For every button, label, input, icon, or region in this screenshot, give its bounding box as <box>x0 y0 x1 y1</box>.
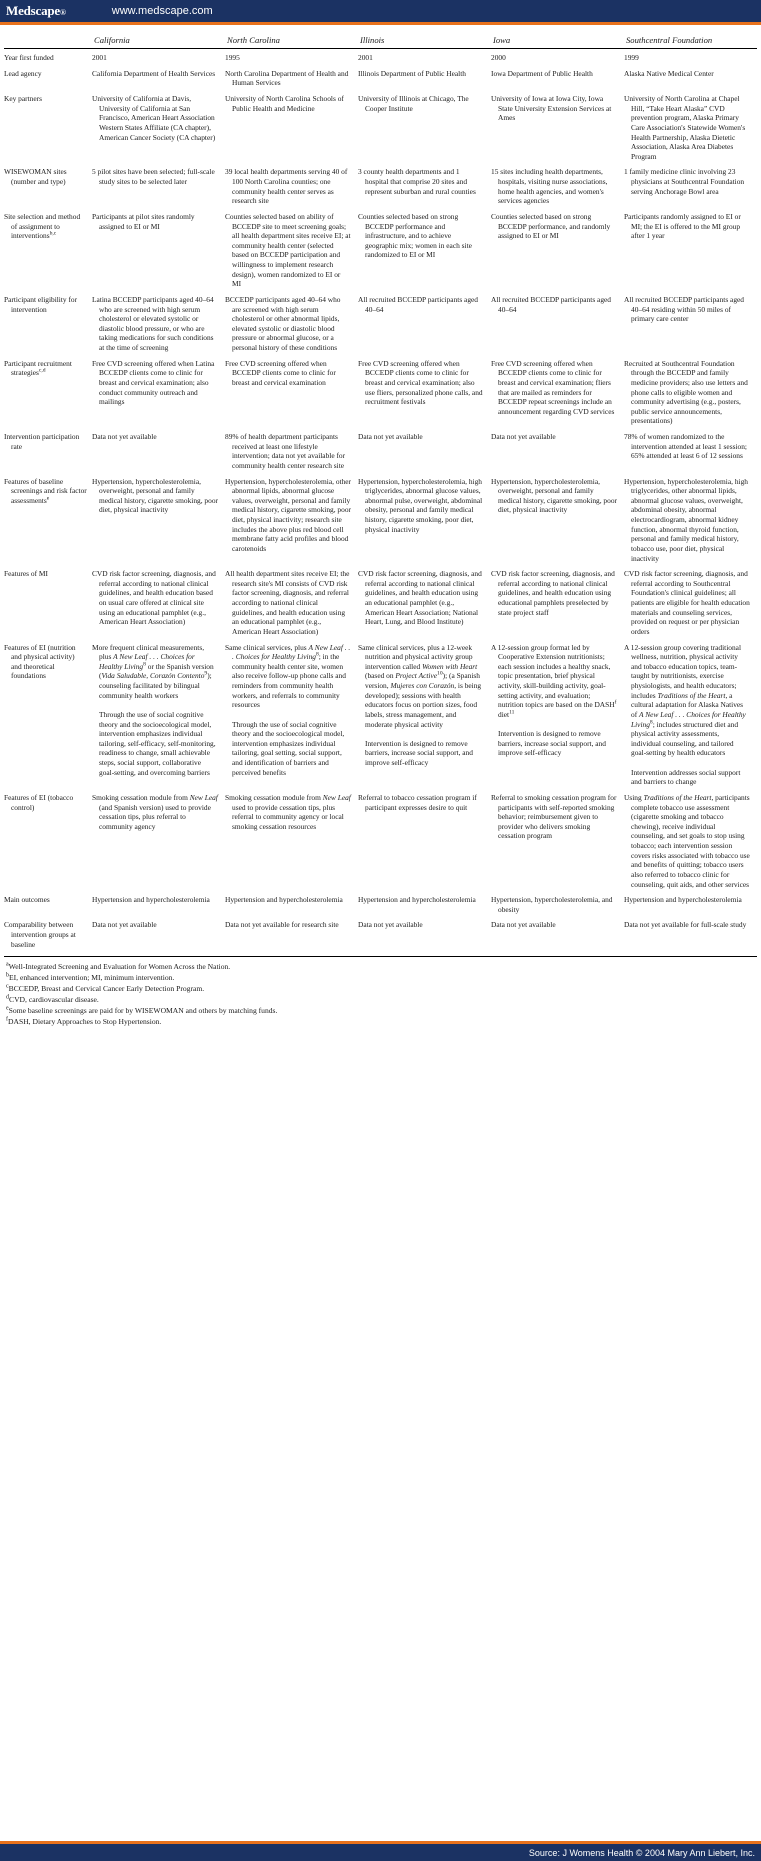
table-cell: 5 pilot sites have been selected; full-scale study sites to be selected later <box>92 167 215 187</box>
table-cell: A 12-session group format led by Cooperative Extension nutritionists; each session includes a healthy snack, topic presentation, brief physical activity, skill-building activity, goal-setting activity, and evaluation; nutrition topics are based on the DASH$^f$ diet$^{11}$ Intervention is designed to remove barriers, increase social support, and improve self-efficacy <box>491 642 617 758</box>
table-cell: A 12-session group covering traditional wellness, nutrition, physical activity and tobacco education topics, team-taught by nutritionists, exercise physiologists, and health educators; includes Traditions of the Heart, a cultural adaptation for Alaska Natives of A New Leaf . . . Choices for Healthy Living$^8$; includes structured diet and physical activity assessments, individual counseling, and tailored goal-setting by health educators Intervention addresses social support and barriers to change <box>624 642 746 787</box>
table-cell: Data not yet available <box>358 432 423 442</box>
row-label: Comparability between intervention groups at baseline <box>4 920 76 949</box>
table-row <box>4 640 757 790</box>
table-cell: Smoking cessation module from New Leaf (and Spanish version) used to provide cessation tips, plus referral to community agency <box>92 792 218 831</box>
table-cell: Hypertension and hypercholesterolemia <box>225 895 343 905</box>
column-header-blank <box>4 25 92 49</box>
table-head <box>4 25 757 49</box>
table-cell: 1995 <box>225 53 240 63</box>
table-cell: 1 family medicine clinic involving 23 physicians at Southcentral Foundation serving Anchorage Bowl area <box>624 167 745 196</box>
table-cell: Iowa Department of Public Health <box>491 68 593 78</box>
table-cell: Referral to smoking cessation program for participants with self-reported smoking behavior; reimbursement given to provider who delivers smoking cessation program <box>491 792 617 841</box>
table-row <box>4 474 757 567</box>
medscape-logo <box>0 3 66 19</box>
table-cell: 15 sites including health departments, hospitals, visiting nurse associations, home health agencies, and women's services agencies <box>491 167 608 206</box>
footnote-item: $^c$BCCEDP, Breast and Cervical Cancer Early Detection Program. <box>6 983 205 994</box>
table-row <box>4 49 757 66</box>
table-cell: Free CVD screening offered when Latina BCCEDP clients come to clinic for breast and cervical examination; also conduct community outreach and mailings <box>92 358 215 407</box>
table-cell: Same clinical services, plus a 12-week nutrition and physical activity group intervention called Women with Heart (based on Project Active$^{10}$); (a Spanish version, Mujeres con Corazón, is being developed); sessions with health educators focus on portion sizes, food labels, stress management, and moderate physical activity Intervention is designed to remove barriers, increase social support, and improve self-efficacy <box>358 642 482 768</box>
table-cell: 39 local health departments serving 40 of 100 North Carolina counties; one community health center serves as research site <box>225 167 348 206</box>
table-cell: BCCEDP participants aged 40–64 who are screened with high serum cholesterol or other abnormal lipids, elevated systolic or diastolic blood pressure or abnormal glucose, or a personal history of these conditions <box>225 294 341 353</box>
table-cell: Hypertension, hypercholesterolemia, overweight, personal and family medical history, cigarette smoking, poor diet, physical inactivity <box>92 476 218 515</box>
table-cell: Hypertension, hypercholesterolemia, high triglycerides, other abnormal lipids, abnormal glucose values, overweight, abdominal obesity, abnormal electrocardiogram, abnormal kidney function, abnormal thyroid function, personal and family medical history, tobacco use, poor diet, physical inactivity <box>624 476 748 563</box>
medscape-header-bar <box>0 0 761 22</box>
table-cell: University of North Carolina at Chapel Hill, “Take Heart Alaska” CVD prevention program, Alaska Primary Care Association's Statewide Women's Health Partnership, Alaska Dietetic Association, Alaska Area Diabetes Program <box>624 94 746 161</box>
table-cell: Smoking cessation module from New Leaf used to provide cessation tips, plus referral to community agency or local smoking cessation resources <box>225 792 351 831</box>
table-cell: All health department sites receive EI; the research site's MI consists of CVD risk factor screening, diagnosis, and referral according to national clinical guidelines, and health education using an educational pamphlet (e.g., American Heart Association) <box>225 569 350 636</box>
row-label: Participant eligibility for intervention <box>4 294 78 314</box>
table-cell: Same clinical services, plus A New Leaf . . . Choices for Healthy Living$^8$; in the community health center site, women also receive follow-up phone calls and reminders from community health workers, and referrals to community resources Through the use of social cognitive theory and the socioecological model, intervention emphasizes individual tailoring, goal setting, social support, and identification of barriers and perceived benefits <box>225 642 351 777</box>
table-cell: Recruited at Southcentral Foundation through the BCCEDP and family medicine providers; also use letters and phone calls to eligible women and community advertising (e.g., posters, public service announcements, presentations) <box>624 358 748 426</box>
table-cell: Hypertension and hypercholesterolemia <box>358 895 476 905</box>
table-cell: Data not yet available <box>491 920 556 930</box>
footer-bar <box>0 1844 761 1861</box>
table-cell: CVD risk factor screening, diagnosis, and referral according to national clinical guidelines, and health education using an educational pamphlet (e.g., American Heart Association; National Heart, Lung, and Blood Institute) <box>358 569 482 627</box>
table-cell: Hypertension, hypercholesterolemia, and obesity <box>491 895 613 914</box>
brand-text: Medscape <box>6 3 60 18</box>
table-cell: 2000 <box>491 53 506 63</box>
table-cell: All recruited BCCEDP participants aged 40–64 <box>358 294 479 314</box>
footnote-marker: d <box>6 994 9 1001</box>
table-cell: Hypertension, hypercholesterolemia, overweight, personal and family medical history, cigarette smoking, poor diet, physical inactivity <box>491 476 617 515</box>
column-header-southcentral-foundation: Southcentral Foundation <box>624 25 757 49</box>
table-cell: Participants randomly assigned to EI or MI; the EI is offered to the MI group after 1 year <box>624 211 741 241</box>
table-row <box>4 66 757 91</box>
row-label: Features of baseline screenings and risk factor assessments$^e$ <box>4 476 87 505</box>
table-cell: CVD risk factor screening, diagnosis, and referral according to Southcentral Foundation's clinical guidelines; all patients are eligible for health education materials and counseling services, provided on request or per physician orders <box>624 569 750 636</box>
column-header-iowa: Iowa <box>491 25 624 49</box>
table-cell: 1999 <box>624 53 639 63</box>
table-cell: CVD risk factor screening, diagnosis, and referral according to national clinical guidelines, and health education based on usual care offered at clinical site using an educational pamphlet (e.g., American Heart Association) <box>92 569 216 627</box>
footnote-marker: c <box>6 983 9 990</box>
table-row <box>4 917 757 952</box>
footnote-item: $^b$EI, enhanced intervention; MI, minimum intervention. <box>6 972 175 983</box>
table-cell: California Department of Health Services <box>92 68 216 78</box>
table-cell: All recruited BCCEDP participants aged 40–64 <box>491 294 612 314</box>
row-label: Year first funded <box>4 53 54 63</box>
row-label: Features of EI (nutrition and physical activity) and theoretical foundations <box>4 642 76 681</box>
table-cell: Counties selected based on strong BCCEDP performance and infrastructure, and to achieve geographic mix; women in each site randomized to EI or MI <box>358 211 472 260</box>
row-label: Features of MI <box>4 569 48 579</box>
table-cell: 89% of health department participants received at least one lifestyle intervention; data not yet available for community health center research site <box>225 432 346 470</box>
row-label: Key partners <box>4 94 42 104</box>
table-cell: Participants at pilot sites randomly assigned to EI or MI <box>92 211 195 231</box>
table-row <box>4 429 757 474</box>
table-row <box>4 892 757 917</box>
table-cell: Referral to tobacco cessation program if participant expresses desire to quit <box>358 792 477 812</box>
table-row <box>4 356 757 429</box>
column-header-north-carolina: North Carolina <box>225 25 358 49</box>
table-row <box>4 91 757 164</box>
table-cell: University of Illinois at Chicago, The Cooper Institute <box>358 94 469 113</box>
footnote-item: $^d$CVD, cardiovascular disease. <box>6 994 99 1005</box>
registered-mark-icon: ® <box>60 8 66 17</box>
table-cell: University of Iowa at Iowa City, Iowa State University Extension Services at Ames <box>491 94 612 123</box>
table-cell: 3 county health departments and 1 hospital that comprise 20 sites and represent suburban and rural counties <box>358 167 476 196</box>
table-cell: Counties selected based on ability of BCCEDP site to meet screening goals; all health department sites receive EI; at community health center (selected based on BCCEDP participation and willingness to implement research design), women randomized to EI or MI <box>225 211 351 289</box>
table-container <box>0 25 761 952</box>
page-footer <box>0 1841 761 1861</box>
table-cell: Data not yet available <box>358 920 423 930</box>
footnote-marker: a <box>6 961 9 968</box>
table-cell: University of California at Davis, University of California at San Francisco, American Heart Association Western States Affiliate (CA chapter), American Cancer Society (CA chapter) <box>92 94 216 142</box>
table-cell: Using Traditions of the Heart, participants complete tobacco use assessment (cigarette smoking and tobacco chewing), receive individual counseling, and set goals to stop using tobacco; each intervention session covers risks associated with tobacco use and benefits of quitting; tobacco users also referred to tobacco clinic for counseling, quit aids, and other services <box>624 792 750 889</box>
footnote-item: $^f$DASH, Dietary Approaches to Stop Hypertension. <box>6 1016 162 1027</box>
footnote-marker: e <box>46 495 50 502</box>
table-cell: Data not yet available <box>92 432 157 442</box>
table-cell: Data not yet available <box>491 432 556 442</box>
table-cell: Counties selected based on strong BCCEDP performance, and randomly assigned to EI or MI <box>491 211 611 241</box>
table-cell: 2001 <box>92 53 107 63</box>
footnote-item: $^e$Some baseline screenings are paid for by WISEWOMAN and others by matching funds. <box>6 1005 278 1016</box>
footnote-marker: e <box>6 1005 9 1012</box>
footnote-list <box>4 961 757 1027</box>
medscape-url: www.medscape.com <box>111 5 213 17</box>
table-cell: Free CVD screening offered when BCCEDP clients come to clinic for breast and cervical examination <box>225 358 336 387</box>
column-header-california: California <box>92 25 225 49</box>
table-row <box>4 209 757 292</box>
table-cell: Free CVD screening offered when BCCEDP clients come to clinic for breast and cervical examination; fliers that are mailed as reminders for BCCEDP repeat screenings include an announcement regarding CVD services <box>491 358 615 416</box>
row-label: Participant recruitment strategies$^{c,d}$ <box>4 358 72 378</box>
table-cell: Hypertension, hypercholesterolemia, high triglycerides, abnormal glucose values, abnormal pulse, overweight, abdominal obesity, personal and family medical history, cigarette smoking, poor diet, physical inactivity <box>358 476 483 534</box>
table-row <box>4 566 757 639</box>
table-body <box>4 49 757 953</box>
row-label: Lead agency <box>4 68 42 78</box>
table-header-row <box>4 25 757 49</box>
row-label: Site selection and method of assignment to interventions$^{b,c}$ <box>4 211 81 241</box>
table-cell: Hypertension and hypercholesterolemia <box>624 895 742 905</box>
row-label: Features of EI (tobacco control) <box>4 792 74 812</box>
table-cell: Hypertension, hypercholesterolemia, other abnormal lipids, abnormal glucose values, overweight, personal and family medical history, cigarette smoking, poor diet, physical inactivity; research site includes the above plus red blood cell membrane fatty acid profiles and blood carotenoids <box>225 476 352 553</box>
footnotes-section <box>4 956 757 1027</box>
footnote-marker: b <box>6 972 9 979</box>
table-cell: All recruited BCCEDP participants aged 40–64 residing within 50 miles of primary care center <box>624 294 745 324</box>
table-row <box>4 790 757 892</box>
table-cell: 78% of women randomized to the intervention attended at least 1 session; 65% attended at least 6 of 12 sessions <box>624 432 747 461</box>
table-cell: Alaska Native Medical Center <box>624 68 714 78</box>
footnote-item: $^a$Well-Integrated Screening and Evaluation for Women Across the Nation. <box>6 961 231 972</box>
source-citation: Source: J Womens Health © 2004 Mary Ann Liebert, Inc. <box>528 1847 755 1858</box>
table-row <box>4 164 757 209</box>
table-cell: More frequent clinical measurements, plus A New Leaf . . . Choices for Healthy Living$^8$ or the Spanish version (Vida Saludable, Corazón Contento$^9$); counseling facilitated by bilingual community health workers Through the use of social cognitive theory and the socioecological model, intervention emphasizes individual tailoring, self-efficacy, self-monitoring, readiness to change, small achievable steps, social support, collaborative goal-setting, and overcoming barriers <box>92 642 216 777</box>
table-row <box>4 292 757 356</box>
table-cell: Data not yet available for full-scale study <box>624 920 747 930</box>
row-label: Main outcomes <box>4 895 50 905</box>
table-cell: Data not yet available <box>92 920 157 930</box>
table-cell: CVD risk factor screening, diagnosis, and referral according to national clinical guidelines, and health education using educational pamphlets preselected by state project staff <box>491 569 615 617</box>
wisewoman-projects-table <box>4 25 757 952</box>
footnote-marker: c,d <box>38 367 46 374</box>
table-cell: Free CVD screening offered when BCCEDP clients come to clinic for breast and cervical examination; also use fliers, personalized phone calls, and recruitment festivals <box>358 358 483 407</box>
table-cell: North Carolina Department of Health and Human Services <box>225 68 349 88</box>
table-cell: Illinois Department of Public Health <box>358 68 466 78</box>
table-cell: Hypertension and hypercholesterolemia <box>92 895 210 905</box>
row-label: Intervention participation rate <box>4 432 80 451</box>
table-cell: 2001 <box>358 53 373 63</box>
footnote-marker: f <box>6 1016 8 1023</box>
row-label: WISEWOMAN sites (number and type) <box>4 167 67 187</box>
table-cell: University of North Carolina Schools of Public Health and Medicine <box>225 94 344 113</box>
footnote-marker: b,c <box>49 230 57 237</box>
column-header-illinois: Illinois <box>358 25 491 49</box>
table-cell: Latina BCCEDP participants aged 40–64 who are screened with high serum cholesterol or elevated systolic or diastolic blood pressure, or who are taking medications for such conditions at the time of screening <box>92 294 214 353</box>
table-cell: Data not yet available for research site <box>225 920 339 930</box>
